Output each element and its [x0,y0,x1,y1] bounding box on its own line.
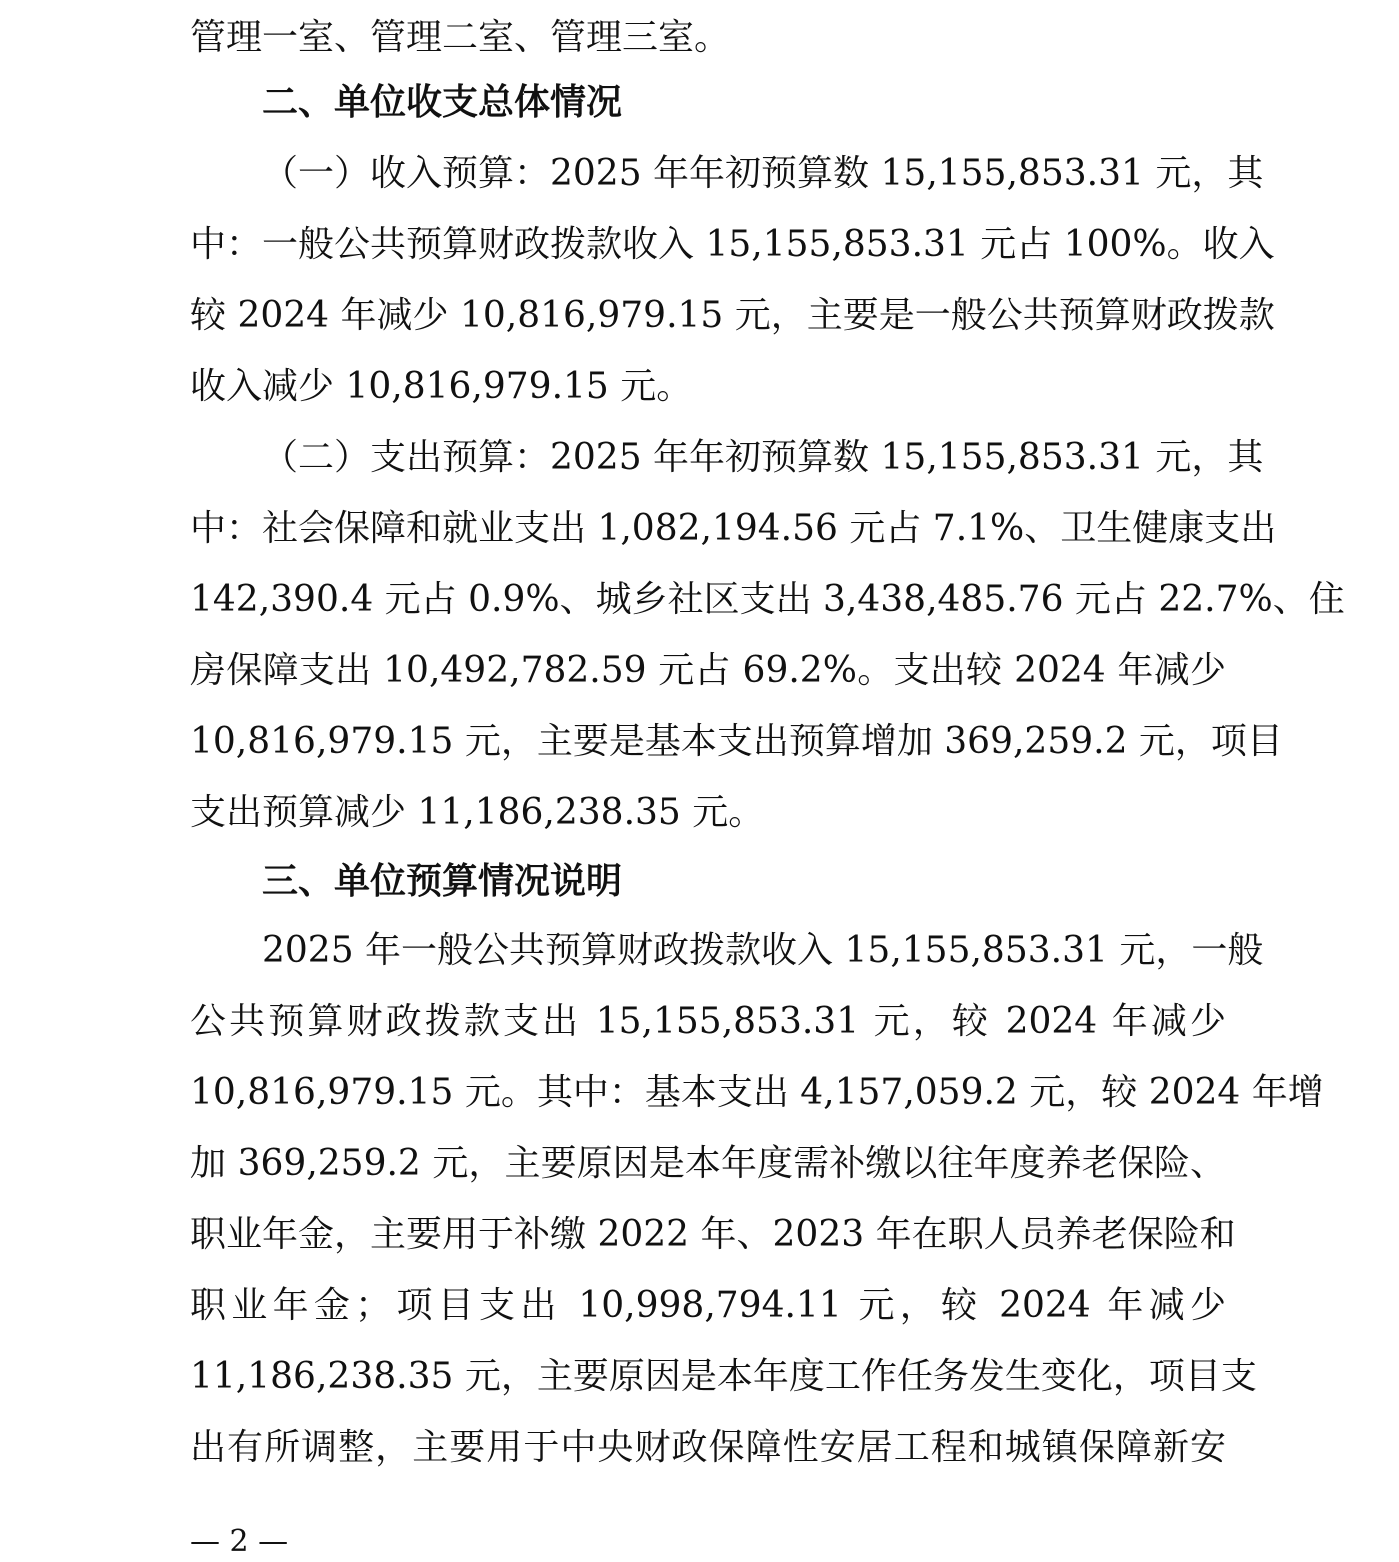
section-heading-3: 三、单位预算情况说明 [262,861,623,902]
paragraph-line: 出有所调整，主要用于中央财政保障性安居工程和城镇保障新安 [190,1427,1226,1468]
paragraph-line: （二）支出预算：2025 年年初预算数 15,155,853.31 元，其 [262,437,1264,478]
paragraph-line: 职业年金，主要用于补缴 2022 年、2023 年在职人员养老保险和 [190,1214,1236,1255]
section-heading-2: 二、单位收支总体情况 [262,82,623,123]
paragraph-line: 10,816,979.15 元。其中：基本支出 4,157,059.2 元，较 2024 年增 [190,1072,1324,1113]
paragraph-line: 11,186,238.35 元，主要原因是本年度工作任务发生变化，项目支 [190,1356,1257,1397]
paragraph-line: 管理一室、管理二室、管理三室。 [190,17,731,58]
paragraph-line: 中：社会保障和就业支出 1,082,194.56 元占 7.1%、卫生健康支出 [190,508,1277,549]
paragraph-line: 收入减少 10,816,979.15 元。 [190,366,693,407]
paragraph-line: 较 2024 年减少 10,816,979.15 元，主要是一般公共预算财政拨款 [190,295,1275,336]
paragraph-line: 2025 年一般公共预算财政拨款收入 15,155,853.31 元，一般 [262,930,1264,971]
paragraph-line: 中：一般公共预算财政拨款收入 15,155,853.31 元占 100%。收入 [190,224,1275,265]
paragraph-line: 支出预算减少 11,186,238.35 元。 [190,792,765,833]
paragraph-line: 房保障支出 10,492,782.59 元占 69.2%。支出较 2024 年减少 [190,650,1226,691]
paragraph-line: 142,390.4 元占 0.9%、城乡社区支出 3,438,485.76 元占 22.7%、住 [190,579,1345,620]
paragraph-line: 加 369,259.2 元，主要原因是本年度需补缴以往年度养老保险、 [190,1143,1226,1184]
paragraph-line: 公共预算财政拨款支出 15,155,853.31 元，较 2024 年减少 [190,1001,1226,1042]
paragraph-line: （一）收入预算：2025 年年初预算数 15,155,853.31 元，其 [262,153,1264,194]
page-number: — 2 — [190,1524,289,1559]
paragraph-line: 职业年金；项目支出 10,998,794.11 元，较 2024 年减少 [190,1285,1226,1326]
paragraph-line: 10,816,979.15 元，主要是基本支出预算增加 369,259.2 元，项目 [190,721,1283,762]
